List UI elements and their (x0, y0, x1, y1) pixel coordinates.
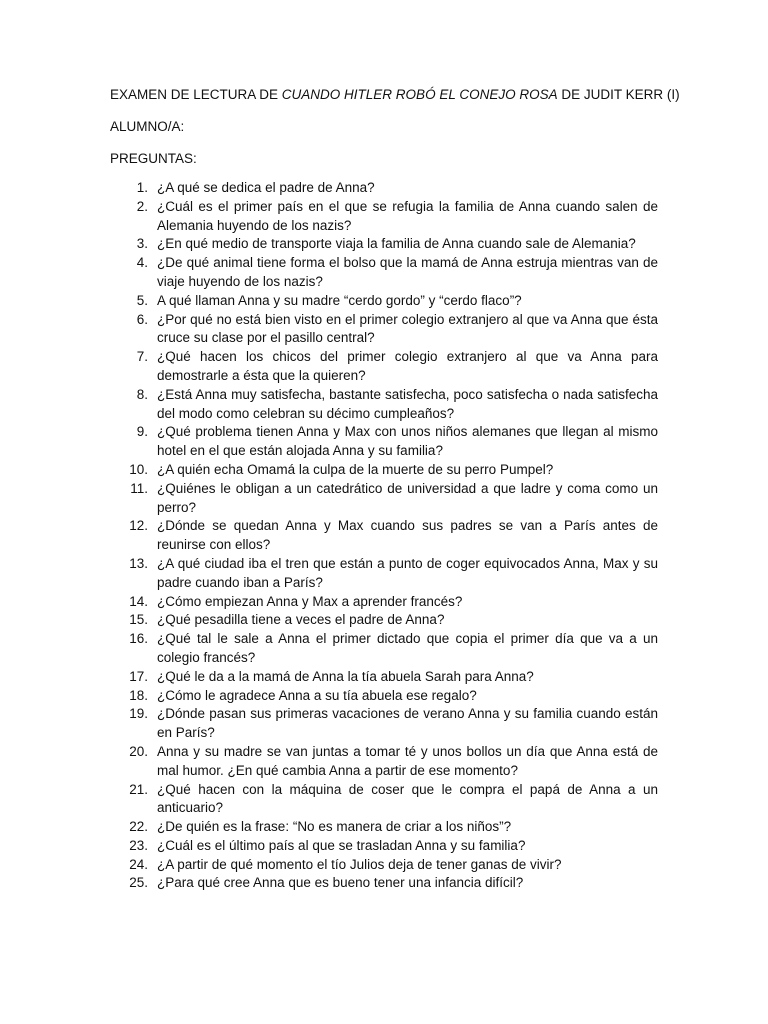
question-text: ¿De quién es la frase: “No es manera de criar a los niños”? (157, 819, 512, 835)
question-text: Anna y su madre se van juntas a tomar té y unos bollos un día que Anna está de mal humor. ¿En qué cambia Anna a partir de ese momento? (157, 743, 658, 778)
question-number: 19. (129, 706, 148, 722)
question-text: ¿A qué se dedica el padre de Anna? (157, 180, 375, 195)
question-number: 18. (129, 687, 148, 703)
question-number: 21. (129, 781, 148, 797)
question-item (110, 818, 658, 837)
question-number: 2. (136, 198, 148, 214)
question-item (110, 517, 658, 555)
question-text: ¿Qué tal le sale a Anna el primer dictado que copia el primer día que va a un colegio francés? (157, 631, 658, 665)
question-item (110, 705, 658, 743)
question-number: 14. (129, 593, 148, 609)
question-text: ¿Qué hacen con la máquina de coser que le compra el papá de Anna a un anticuario? (157, 781, 658, 816)
questions-list (110, 179, 658, 893)
question-item (110, 179, 658, 198)
question-item (110, 743, 658, 781)
question-text: A qué llaman Anna y su madre “cerdo gordo” y “cerdo flaco”? (157, 292, 522, 308)
question-item (110, 254, 658, 292)
question-text: ¿Por qué no está bien visto en el primer colegio extranjero al que va Anna que ésta cruce su clase por el pasillo central? (157, 311, 658, 346)
questions-label: PREGUNTAS: (110, 151, 197, 166)
question-text: ¿Cómo le agradece Anna a su tía abuela ese regalo? (157, 687, 477, 703)
question-item (110, 856, 658, 875)
question-number: 25. (129, 875, 148, 891)
question-number: 15. (129, 612, 148, 628)
question-item (110, 292, 658, 311)
question-item (110, 687, 658, 706)
question-number: 13. (129, 555, 148, 571)
question-item (110, 480, 658, 518)
question-text: ¿Qué pesadilla tiene a veces el padre de Anna? (157, 612, 445, 628)
question-item (110, 386, 658, 424)
question-number: 9. (136, 424, 148, 440)
question-number: 24. (129, 856, 148, 872)
question-text: ¿De qué animal tiene forma el bolso que la mamá de Anna estruja mientras van de viaje huyendo de los nazis? (157, 255, 658, 289)
student-label: ALUMNO/A: (110, 119, 185, 134)
question-number: 11. (130, 480, 148, 496)
question-number: 16. (129, 631, 148, 647)
question-number: 20. (129, 743, 148, 759)
question-number: 10. (129, 461, 148, 477)
question-number: 7. (136, 349, 148, 365)
question-number: 3. (136, 236, 148, 252)
question-item (110, 348, 658, 386)
question-text: ¿A quién echa Omamá la culpa de la muerte de su perro Pumpel? (157, 461, 554, 477)
question-item (110, 423, 658, 461)
question-number: 4. (136, 255, 148, 271)
question-item (110, 311, 658, 349)
question-item (110, 874, 658, 893)
question-item (110, 235, 658, 254)
question-text: ¿Está Anna muy satisfecha, bastante satisfecha, poco satisfecha o nada satisfecha del modo como celebran su décimo cumpleaños? (157, 386, 658, 421)
question-item (110, 611, 658, 630)
question-text: ¿A partir de qué momento el tío Julios deja de tener ganas de vivir? (157, 856, 562, 872)
question-text: ¿Qué le da a la mamá de Anna la tía abuela Sarah para Anna? (157, 668, 534, 684)
question-item (110, 837, 658, 856)
question-number: 5. (136, 292, 148, 308)
question-number: 12. (129, 518, 148, 534)
question-item (110, 593, 658, 612)
question-item (110, 198, 658, 236)
question-number: 6. (136, 311, 148, 327)
question-text: ¿Dónde pasan sus primeras vacaciones de verano Anna y su familia cuando están en París? (157, 706, 658, 741)
question-item (110, 781, 658, 819)
question-number: 8. (136, 386, 148, 402)
question-text: ¿Cómo empiezan Anna y Max a aprender francés? (157, 593, 463, 609)
question-text: ¿Cuál es el último país al que se trasladan Anna y su familia? (157, 837, 526, 853)
question-text: ¿Qué problema tienen Anna y Max con unos niños alemanes que llegan al mismo hotel en el que están alojada Anna y su familia? (157, 424, 658, 459)
question-text: ¿Quiénes le obligan a un catedrático de universidad a que ladre y coma como un perro? (157, 480, 658, 515)
question-item (110, 555, 658, 593)
question-text: ¿Dónde se quedan Anna y Max cuando sus padres se van a París antes de reunirse con ellos? (157, 518, 658, 553)
title-suffix: DE JUDIT KERR (I) (557, 87, 680, 102)
question-text: ¿Cuál es el primer país en el que se refugia la familia de Anna cuando salen de Alemania huyendo de los nazis? (157, 198, 658, 233)
question-number: 23. (129, 837, 148, 853)
exam-title (110, 86, 680, 104)
question-number: 1. (136, 180, 148, 195)
question-text: ¿Para qué cree Anna que es bueno tener una infancia difícil? (157, 875, 524, 891)
title-prefix: EXAMEN DE LECTURA DE (110, 87, 282, 102)
question-text: ¿En qué medio de transporte viaja la familia de Anna cuando sale de Alemania? (157, 236, 636, 252)
question-number: 22. (129, 819, 148, 835)
book-title: CUANDO HITLER ROBÓ EL CONEJO ROSA (281, 87, 558, 102)
question-item (110, 630, 658, 668)
question-number: 17. (129, 668, 148, 684)
question-text: ¿A qué ciudad iba el tren que están a punto de coger equivocados Anna, Max y su padre cuando iban a París? (157, 555, 658, 590)
question-text: ¿Qué hacen los chicos del primer colegio extranjero al que va Anna para demostrarle a ésta que la quieren? (157, 349, 658, 383)
question-item (110, 668, 658, 687)
question-item (110, 461, 658, 480)
